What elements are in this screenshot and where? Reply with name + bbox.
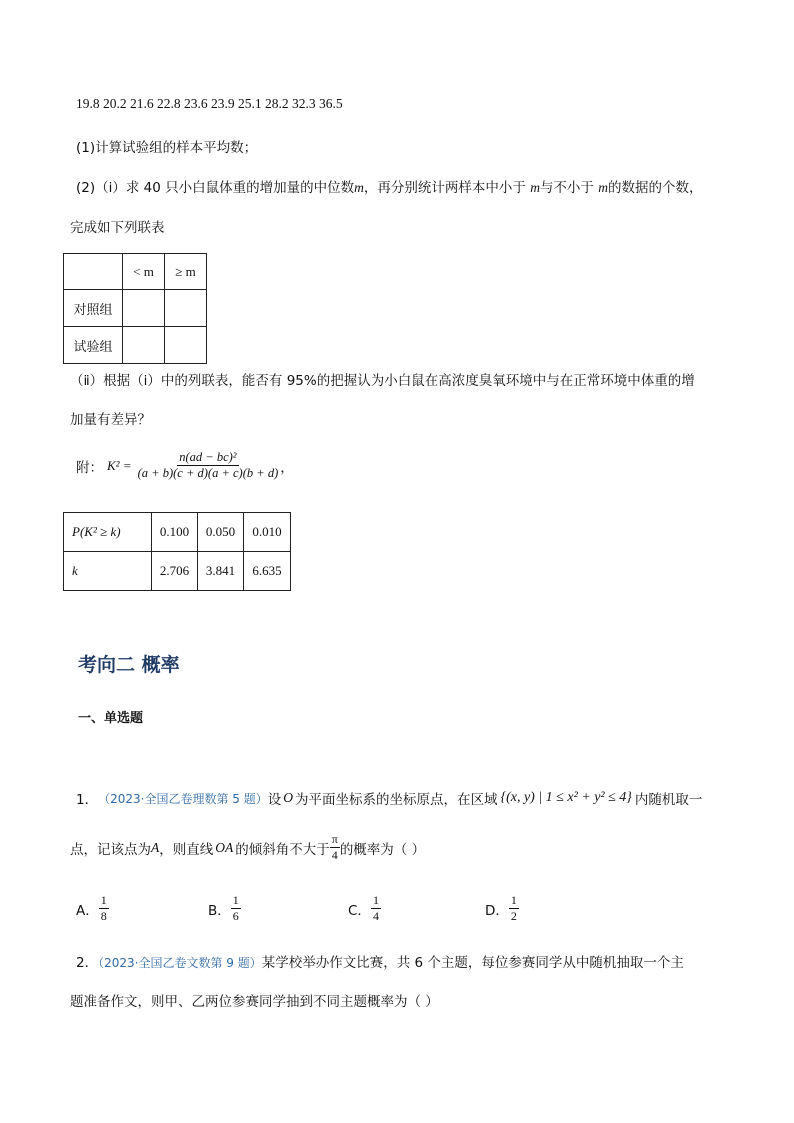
problem-1 [76, 788, 702, 808]
problem-2-text: 某学校举办作文比赛，共 6 个主题，每位参赛同学从中随机抽取一个主 [261, 955, 684, 971]
contingency-col-less: < m [123, 254, 165, 290]
contingency-cell [123, 327, 165, 364]
q2-a-mid: ，再分别统计两样本中小于 [363, 180, 526, 196]
formula-numerator: n(ad − bc)² [179, 450, 237, 464]
var-m: m [530, 180, 540, 195]
option-fraction [99, 893, 109, 924]
angle-numerator: π [331, 832, 338, 846]
subsection-title: 一、单选题 [78, 711, 144, 726]
critical-header-value: 0.050 [198, 513, 244, 552]
option-fraction [371, 893, 381, 924]
problem-2 [76, 951, 684, 971]
problem-1-number: 1． [76, 792, 99, 808]
formula-fraction [136, 450, 281, 481]
option-fraction [509, 893, 519, 924]
question-2-part-i [76, 176, 702, 196]
option-numerator: 1 [232, 893, 239, 907]
option-fraction [231, 893, 241, 924]
option-d[interactable] [485, 893, 519, 924]
option-c[interactable] [348, 893, 381, 924]
question-2-part-i-line2: 完成如下列联表 [70, 220, 165, 236]
problem-1-region: {(x, y) | 1 ≤ x² + y² ≤ 4} [500, 790, 632, 805]
formula-label: 附： [76, 459, 103, 476]
critical-header-label: P(K² ≥ k) [64, 513, 152, 552]
option-denominator: 8 [100, 909, 107, 923]
option-denominator: 6 [232, 909, 239, 923]
question-2-part-ii-line2: 加量有差异？ [70, 412, 151, 428]
critical-row-value: 6.635 [244, 552, 291, 591]
var-o: O [283, 790, 293, 805]
option-denominator: 4 [372, 909, 379, 923]
problem-1-line2-c: 的倾斜角不大于 [235, 841, 330, 858]
data-row: 19.8 20.2 21.6 22.8 23.6 23.9 25.1 28.2 32.3 36.5 [76, 96, 343, 111]
critical-row-value: 2.706 [152, 552, 198, 591]
contingency-row-label: 对照组 [64, 290, 123, 327]
q2-a-suffix: 的数据的个数， [607, 180, 703, 196]
option-a[interactable] [76, 893, 109, 924]
option-label: B． [208, 902, 231, 919]
contingency-corner [64, 254, 123, 290]
problem-1-line2-d: 的概率为（ ） [339, 841, 426, 858]
problem-1-line2-a: 点，记该点为 [70, 841, 151, 858]
contingency-row-label: 试验组 [64, 327, 123, 364]
critical-value-table [63, 512, 291, 591]
contingency-table [63, 253, 207, 364]
critical-header-value: 0.010 [244, 513, 291, 552]
problem-2-source: （2023·全国乙卷文数第 9 题） [98, 956, 262, 970]
problem-1-text-a: 设 [267, 792, 282, 808]
problem-2-line2: 题准备作文，则甲、乙两位参赛同学抽到不同主题概率为（ ） [70, 994, 439, 1010]
var-m: m [354, 180, 364, 195]
option-label: A． [76, 902, 99, 919]
problem-2-number: 2． [76, 955, 99, 971]
problem-1-source: （2023·全国乙卷理数第 5 题） [98, 791, 268, 806]
q2-a-mid2: 与不小于 [539, 180, 594, 196]
var-oa: OA [215, 839, 234, 855]
angle-denominator: 4 [331, 848, 338, 862]
var-m: m [598, 180, 608, 195]
problem-1-text-b: 为平面坐标系的坐标原点，在区域 [294, 792, 498, 808]
question-1: (1)计算试验组的样本平均数； [76, 140, 258, 156]
contingency-cell [123, 290, 165, 327]
contingency-col-geq: ≥ m [165, 254, 207, 290]
critical-row-label: k [64, 552, 152, 591]
option-b[interactable] [208, 893, 241, 924]
formula-tail: ， [280, 459, 294, 476]
option-numerator: 1 [372, 893, 379, 907]
var-a: A [151, 839, 160, 855]
critical-row-value: 3.841 [198, 552, 244, 591]
problem-1-line2 [70, 832, 425, 863]
critical-header-value: 0.100 [152, 513, 198, 552]
option-numerator: 1 [510, 893, 517, 907]
option-label: D． [485, 902, 509, 919]
problem-1-text-c: 内随机取一 [634, 792, 703, 808]
question-2-part-ii: （ⅱ）根据（i）中的列联表，能否有 95%的把握认为小白鼠在高浓度臭氧环境中与在正常环境中体重的增 [70, 373, 695, 389]
contingency-cell [165, 327, 207, 364]
contingency-cell [165, 290, 207, 327]
formula-block [76, 450, 294, 481]
section-title: 考向二 概率 [78, 654, 180, 676]
q2-a-prefix: (2)（ⅰ）求 40 只小白鼠体重的增加量的中位数 [76, 180, 355, 196]
angle-fraction [330, 832, 340, 863]
formula-denominator: (a + b)(c + d)(a + c)(b + d) [137, 466, 279, 480]
formula-lhs: K² = [107, 457, 132, 473]
option-numerator: 1 [100, 893, 107, 907]
option-denominator: 2 [510, 909, 517, 923]
problem-1-line2-b: ，则直线 [159, 841, 214, 858]
option-label: C． [348, 902, 371, 919]
